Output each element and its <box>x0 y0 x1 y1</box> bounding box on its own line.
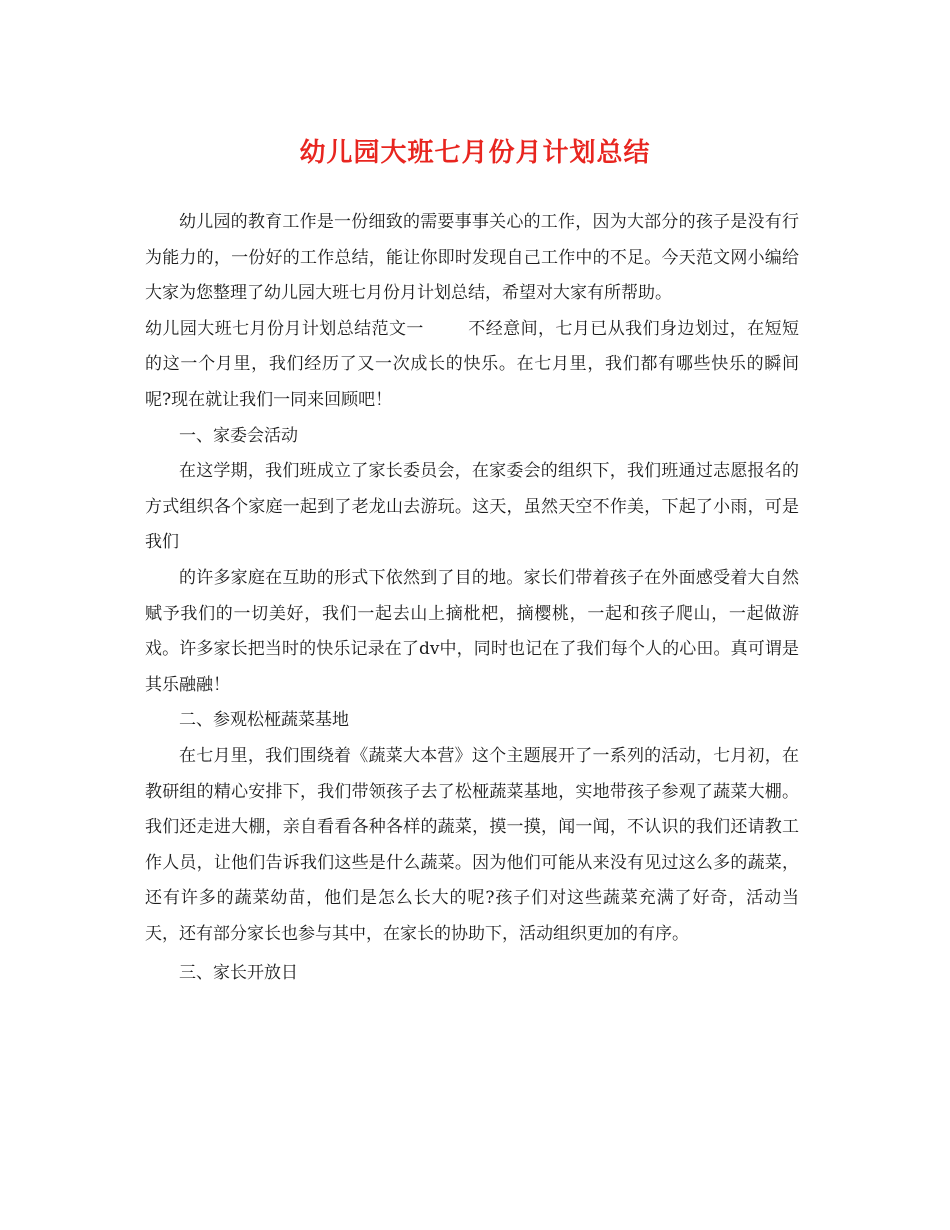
section-heading-1: 一、家委会活动 <box>179 425 298 446</box>
sample-opening: 不经意间，七月已从我们身边划过，在短短的这一个月里，我们经历了又一次成长的快乐。在七月里，我们都有哪些快乐的瞬间呢?现在就让我们一同来回顾吧！ <box>145 318 800 410</box>
section2-paragraph-1: 在七月里，我们围绕着《蔬菜大本营》这个主题展开了一系列的活动，七月初，在教研组的精心安排下，我们带领孩子去了松桠蔬菜基地，实地带孩子参观了蔬菜大棚。我们还走进大棚，亲自看看各种各样的蔬菜，摸一摸，闻一闻，不认识的我们还请教工作人员，让他们告诉我们这些是什么蔬菜。因为他们可能从来没有见过这么多的蔬菜，还有许多的蔬菜幼苗，他们是怎么长大的呢?孩子们对这些蔬菜充满了好奇，活动当天，还有部分家长也参与其中，在家长的协助下，活动组织更加的有序。 <box>145 745 799 944</box>
document-body <box>145 205 799 992</box>
document-title: 幼儿园大班七月份月计划总结 <box>299 138 651 168</box>
sample-label: 幼儿园大班七月份月计划总结范文一 <box>145 318 424 339</box>
section1-paragraph-2: 的许多家庭在互助的形式下依然到了目的地。家长们带着孩子在外面感受着大自然赋予我们的一切美好，我们一起去山上摘枇杷，摘樱桃，一起和孩子爬山，一起做游戏。许多家长把当时的快乐记录在了dv中，同时也记在了我们每个人的心田。真可谓是其乐融融！ <box>145 567 799 695</box>
section-heading-3: 三、家长开放日 <box>179 963 298 984</box>
intro-paragraph: 幼儿园的教育工作是一份细致的需要事事关心的工作，因为大部分的孩子是没有行为能力的，一份好的工作总结，能让你即时发现自己工作中的不足。今天范文网小编给大家为您整理了幼儿园大班七月份月计划总结，希望对大家有所帮助。 <box>145 212 799 304</box>
sample-paragraph <box>145 312 799 419</box>
section1-paragraph-1: 在这学期，我们班成立了家长委员会，在家委会的组织下，我们班通过志愿报名的方式组织各个家庭一起到了老龙山去游玩。这天，虽然天空不作美，下起了小雨，可是我们 <box>145 461 799 553</box>
section-heading-2: 二、参观松桠蔬菜基地 <box>179 710 349 731</box>
